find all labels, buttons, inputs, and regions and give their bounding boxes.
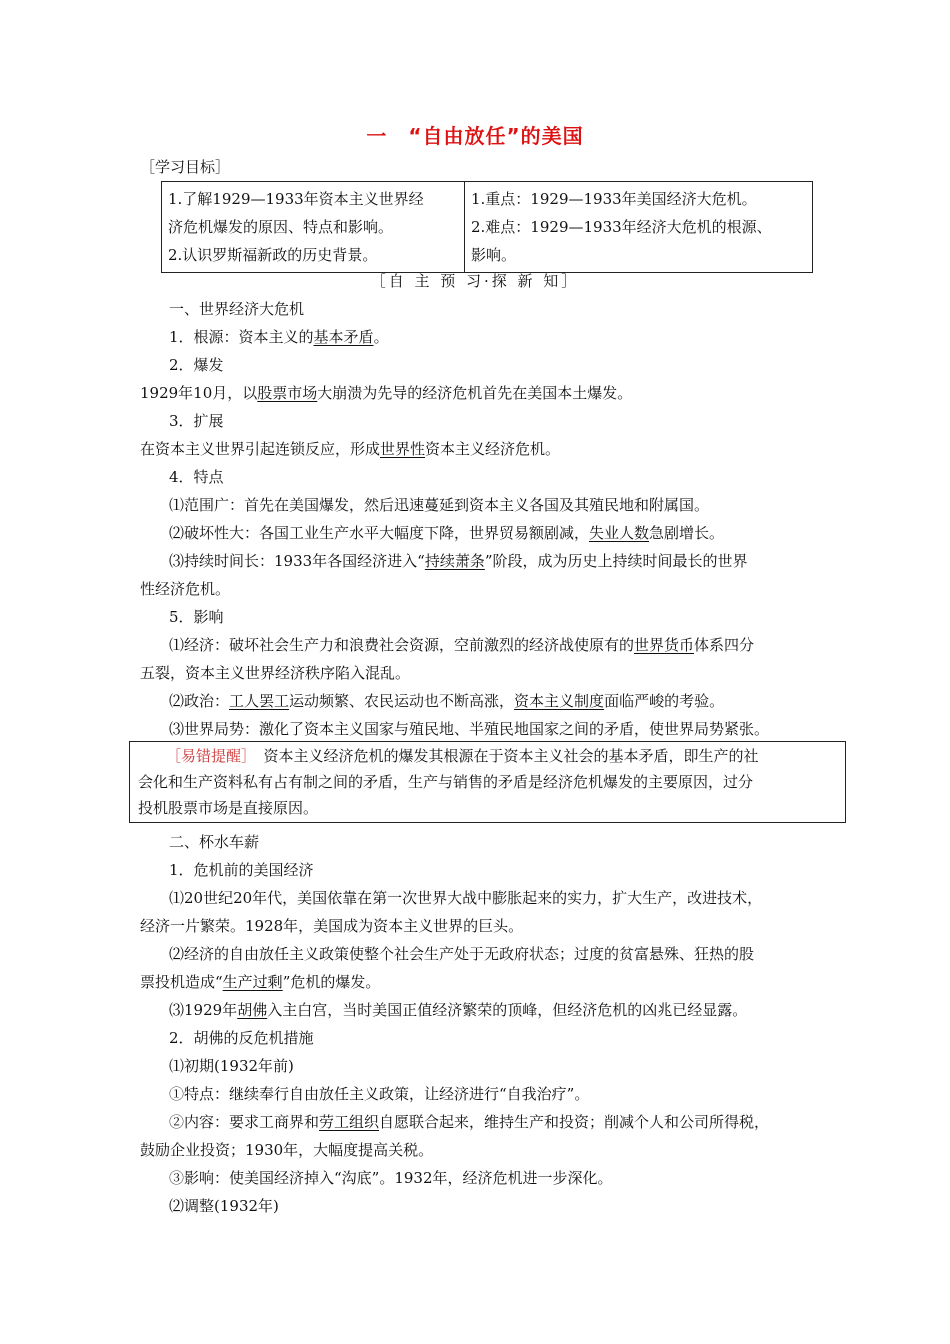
paragraph: 1929年10月，以股票市场大崩溃为先导的经济危机首先在美国本土爆发。 bbox=[140, 384, 633, 402]
key-term: 劳工组织 bbox=[319, 1113, 380, 1131]
section-header: ［自 主 预 习·探 新 知］ bbox=[370, 272, 580, 290]
paragraph: ⑶1929年胡佛入主白宫，当时美国正值经济繁荣的顶峰，但经济危机的凶兆已经显露。 bbox=[169, 1001, 748, 1019]
paragraph: ⑴范围广：首先在美国爆发，然后迅速蔓延到资本主义各国及其殖民地和附属国。 bbox=[169, 496, 710, 514]
paragraph: 性经济危机。 bbox=[140, 580, 231, 598]
paragraph: 在资本主义世界引起连锁反应，形成世界性资本主义经济危机。 bbox=[140, 440, 561, 458]
key-term: 生产过剩 bbox=[222, 973, 283, 991]
paragraph: 票投机造成“生产过剩”危机的爆发。 bbox=[140, 973, 381, 991]
subheading: 2．胡佛的反危机措施 bbox=[169, 1029, 314, 1047]
error-tip-box bbox=[129, 741, 846, 823]
key-term: 基本矛盾 bbox=[313, 328, 374, 346]
key-term: 持续萧条 bbox=[424, 552, 485, 570]
paragraph: ⑶世界局势：激化了资本主义国家与殖民地、半殖民地国家之间的矛盾，使世界局势紧张。 bbox=[169, 720, 770, 738]
section-heading: 二、杯水车薪 bbox=[169, 833, 260, 851]
paragraph: ②内容：要求工商界和劳工组织自愿联合起来，维持生产和投资；削减个人和公司所得税， bbox=[169, 1113, 770, 1131]
tip-text: 会化和生产资料私有占有制之间的矛盾，生产与销售的矛盾是经济危机爆发的主要原因，过分 bbox=[138, 773, 754, 791]
paragraph: ⑴20世纪20年代，美国依靠在第一次世界大战中膨胀起来的实力，扩大生产，改进技术， bbox=[169, 889, 763, 907]
subheading: 4．特点 bbox=[169, 468, 224, 486]
goal-left-line: 2.认识罗斯福新政的历史背景。 bbox=[168, 246, 378, 264]
key-term: 世界货币 bbox=[634, 636, 695, 654]
key-term: 失业人数 bbox=[589, 524, 650, 542]
paragraph: ⑵破坏性大：各国工业生产水平大幅度下降，世界贸易额剧减，失业人数急剧增长。 bbox=[169, 524, 725, 542]
paragraph: 经济一片繁荣。1928年，美国成为资本主义世界的巨头。 bbox=[140, 917, 524, 935]
subheading: 1．危机前的美国经济 bbox=[169, 861, 314, 879]
section-heading: 一、世界经济大危机 bbox=[169, 300, 305, 318]
key-term: 工人罢工 bbox=[229, 692, 290, 710]
paragraph: ⑴经济：破坏社会生产力和浪费社会资源，空前激烈的经济战使原有的世界货币体系四分 bbox=[169, 636, 755, 654]
key-term: 世界性 bbox=[380, 440, 426, 458]
paragraph: ⑵经济的自由放任主义政策使整个社会生产处于无政府状态；过度的贫富悬殊、狂热的股 bbox=[169, 945, 755, 963]
paragraph: ⑵调整(1932年) bbox=[169, 1197, 279, 1215]
objectives-label: ［学习目标］ bbox=[140, 158, 231, 176]
subheading: 5．影响 bbox=[169, 608, 224, 626]
tip-label: ［易错提醒］ bbox=[166, 747, 249, 765]
key-term: 股票市场 bbox=[257, 384, 318, 402]
objectives-right-cell bbox=[465, 182, 813, 273]
goal-right-line: 1.重点：1929—1933年美国经济大危机。 bbox=[471, 190, 757, 208]
paragraph: ③影响：使美国经济掉入“沟底”。1932年，经济危机进一步深化。 bbox=[169, 1169, 613, 1187]
paragraph: ⑵政治：工人罢工运动频繁、农民运动也不断高涨，资本主义制度面临严峻的考验。 bbox=[169, 692, 725, 710]
subheading: 3．扩展 bbox=[169, 412, 224, 430]
paragraph: ⑴初期(1932年前) bbox=[169, 1057, 294, 1075]
paragraph: ①特点：继续奉行自由放任主义政策，让经济进行“自我治疗”。 bbox=[169, 1085, 590, 1103]
objectives-left-cell bbox=[162, 182, 465, 273]
paragraph: ⑶持续时间长：1933年各国经济进入“持续萧条”阶段，成为历史上持续时间最长的世界 bbox=[169, 552, 748, 570]
subheading: 2．爆发 bbox=[169, 356, 224, 374]
objectives-table bbox=[161, 181, 813, 273]
paragraph: 五裂，资本主义世界经济秩序陷入混乱。 bbox=[140, 664, 411, 682]
tip-text: 投机股票市场是直接原因。 bbox=[138, 799, 319, 817]
goal-left-line: 1.了解1929—1933年资本主义世界经 bbox=[168, 190, 424, 208]
goal-right-line: 2.难点：1929—1933年经济大危机的根源、 bbox=[471, 218, 772, 236]
page-title: 一 “自由放任”的美国 bbox=[366, 124, 584, 148]
paragraph: 鼓励企业投资；1930年，大幅度提高关税。 bbox=[140, 1141, 434, 1159]
key-term: 资本主义制度 bbox=[514, 692, 605, 710]
paragraph: 1．根源：资本主义的基本矛盾。 bbox=[169, 328, 389, 346]
goal-right-line: 影响。 bbox=[471, 246, 517, 264]
goal-left-line: 济危机爆发的原因、特点和影响。 bbox=[168, 218, 394, 236]
tip-text: ［易错提醒］ 资本主义经济危机的爆发其根源在于资本主义社会的基本矛盾，即生产的社 bbox=[166, 747, 759, 765]
key-term: 胡佛 bbox=[237, 1001, 268, 1019]
